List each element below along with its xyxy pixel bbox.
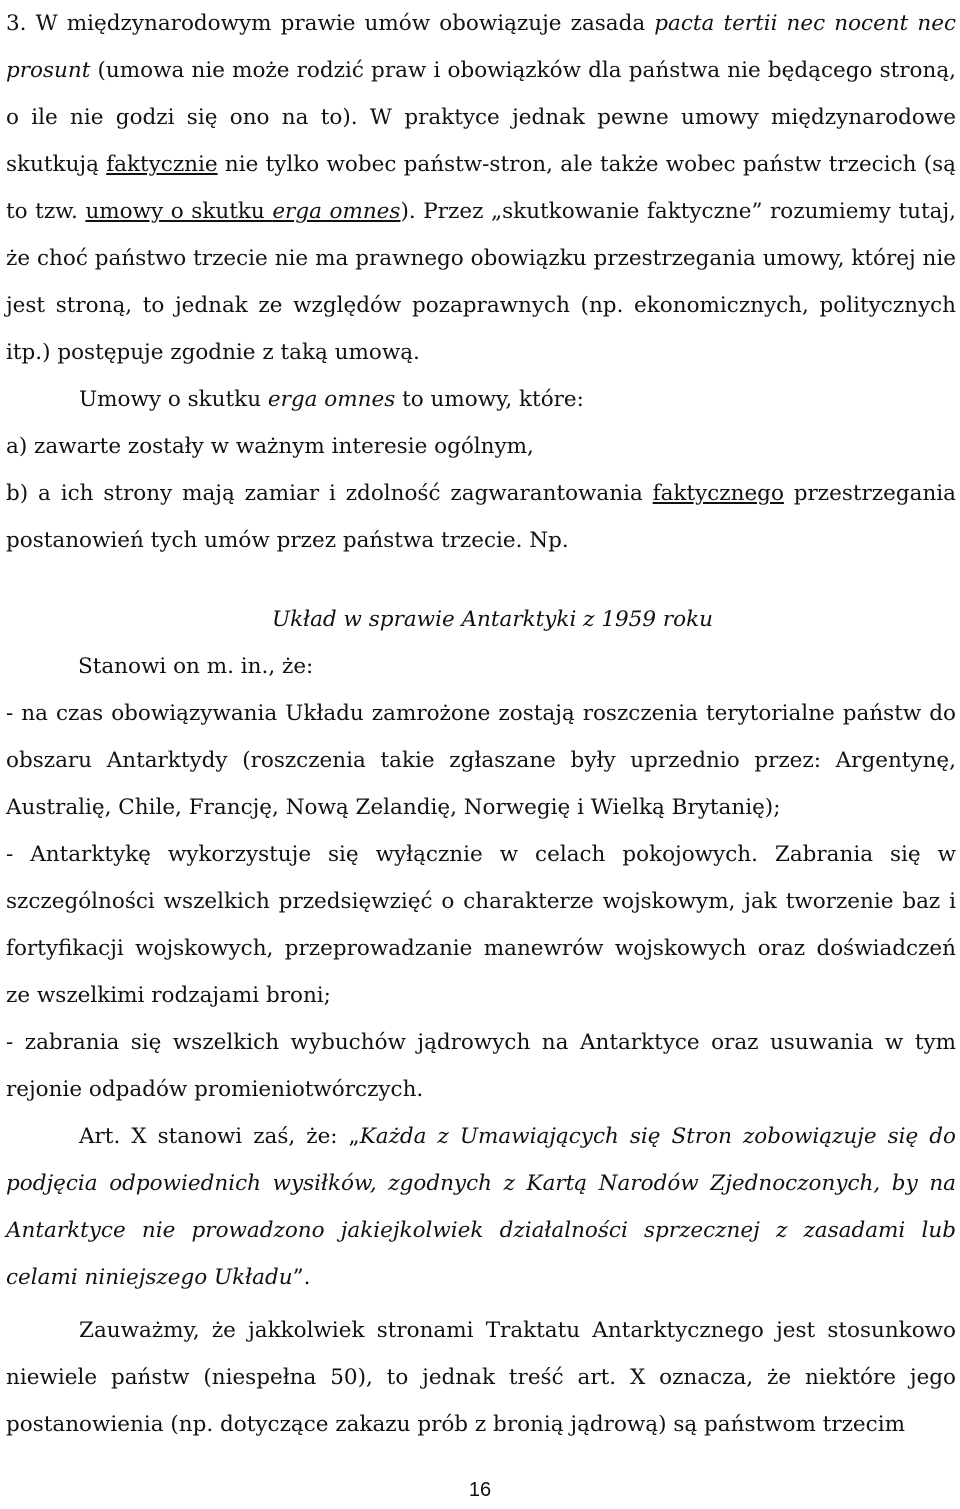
text-italic: pacta tertii nec nocent nec prosunt bbox=[6, 11, 956, 83]
list-item-a: a) zawarte zostały w ważnym interesie ogólnym, bbox=[6, 434, 534, 459]
paragraph-3 bbox=[6, 0, 956, 376]
text: (umowa nie może rodzić praw i obowiązków dla państwa nie będącego stroną, o ile nie godzi się ono na to). W praktyce jednak pewne umowy międzynarodowe skutkują bbox=[6, 58, 956, 177]
text-italic: Każda z Umawiających się Stron zobowiązuje się do podjęcia odpowiednich wysiłków, zgodnych z Kartą Narodów Zjednoczonych, by na Antarktyce nie prowadzono jakiejkolwiek działalności sprzecznej z zasadami lub celami niniejszego Układu bbox=[6, 1124, 956, 1290]
text: to umowy, które: bbox=[395, 387, 584, 412]
text: Art. X stanowi zaś, że: „ bbox=[79, 1124, 360, 1149]
bullet-1: - na czas obowiązywania Układu zamrożone zostają roszczenia terytorialne państw do obszaru Antarktydy (roszczenia takie zgłaszane były uprzednio przez: Argentynę, Australię, Chile, Francję, Nową Zelandię, Norwegię i Wielką Brytanię); bbox=[6, 701, 956, 820]
bullet-2: - Antarktykę wykorzystuje się wyłącznie w celach pokojowych. Zabrania się w szczególności wszelkich przedsięwzięć o charakterze wojskowym, jak tworzenie baz i fortyfikacji wojskowych, przeprowadzanie manewrów wojskowych oraz doświadczeń ze wszelkimi rodzajami broni; bbox=[6, 842, 956, 1008]
paragraph-definition bbox=[6, 376, 956, 423]
stanowi-line: Stanowi on m. in., że: bbox=[78, 654, 314, 679]
bullet-3: - zabrania się wszelkich wybuchów jądrowych na Antarktyce oraz usuwania w tym rejonie odpadów promieniotwórczych. bbox=[6, 1030, 956, 1102]
text: przestrzegania postanowień tych umów przez państwa trzecie. Np. bbox=[6, 481, 956, 553]
list-item-b bbox=[6, 470, 956, 564]
article-x-paragraph bbox=[6, 1113, 956, 1301]
text-underlined: faktycznego bbox=[652, 481, 784, 506]
text: ). Przez „skutkowanie faktyczne” rozumiemy tutaj, że choć państwo trzecie nie ma prawnego obowiązku przestrzegania umowy, której nie jest stroną, to jednak ze względów pozaprawnych (np. ekonomicznych, politycznych itp.) postępuje zgodnie z taką umową. bbox=[6, 199, 956, 365]
text-underlined: faktycznie bbox=[106, 152, 218, 177]
treaty-title: Układ w sprawie Antarktyki z 1959 roku bbox=[272, 607, 713, 632]
text-underlined-italic: erga omnes bbox=[272, 199, 401, 224]
text-italic: erga omnes bbox=[267, 387, 396, 412]
page-number: 16 bbox=[468, 1479, 492, 1501]
text: b) a ich strony mają zamiar i zdolność zagwarantowania bbox=[6, 481, 653, 506]
text-underlined: umowy o skutku bbox=[85, 199, 273, 224]
text: 3. W międzynarodowym prawie umów obowiązuje zasada bbox=[6, 11, 655, 36]
text: ”. bbox=[292, 1265, 311, 1290]
final-paragraph: Zauważmy, że jakkolwiek stronami Traktatu Antarktycznego jest stosunkowo niewiele państw (niespełna 50), to jednak treść art. X oznacza, że niektóre jego postanowienia (np. dotyczące zakazu prób z bronią jądrową) są państwom trzecim bbox=[6, 1318, 956, 1437]
document-page bbox=[6, 0, 956, 1448]
text: nie tylko wobec państw-stron, ale także wobec państw trzecich (są to tzw. bbox=[6, 152, 956, 224]
text: Umowy o skutku bbox=[79, 387, 268, 412]
